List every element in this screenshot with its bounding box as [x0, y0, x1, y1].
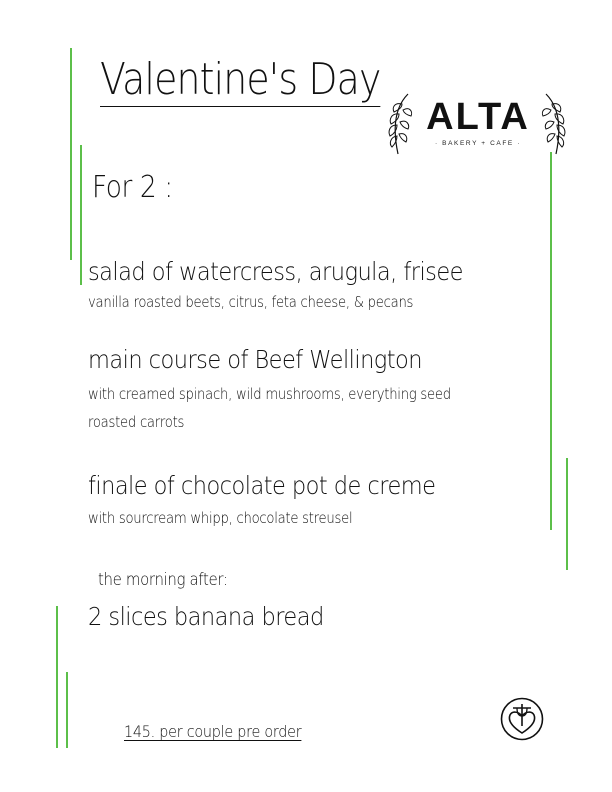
- course-title-finale: finale of chocolate pot de creme: [88, 471, 436, 500]
- course-desc-main-line1: with creamed spinach, wild mushrooms, everything seed: [88, 385, 451, 403]
- course-title-main: main course of Beef Wellington: [88, 345, 423, 374]
- morning-after-item: 2 slices banana bread: [88, 602, 324, 631]
- accent-line-left-2: [80, 145, 82, 285]
- morning-after-label: the morning after:: [98, 570, 228, 590]
- heart-emblem-icon: [499, 696, 545, 742]
- course-desc-main-line2: roasted carrots: [88, 413, 185, 431]
- laurel-leaf-icon: [388, 92, 414, 156]
- course-title-salad: salad of watercress, arugula, frisee: [88, 257, 463, 286]
- course-desc-finale: with sourcream whipp, chocolate streusel: [88, 509, 353, 527]
- logo-wordmark: ALTA: [426, 96, 530, 138]
- alta-logo: [388, 92, 566, 156]
- accent-line-left-1: [70, 48, 72, 260]
- price-note: 145. per couple pre order: [124, 722, 302, 741]
- page-title: Valentine's Day: [100, 54, 381, 105]
- accent-line-right-2: [566, 458, 568, 570]
- laurel-leaf-icon: [540, 92, 566, 156]
- accent-line-bottom-left-1: [56, 606, 58, 748]
- accent-line-right-1: [550, 152, 552, 530]
- course-desc-salad: vanilla roasted beets, citrus, feta cheese, & pecans: [88, 293, 414, 311]
- logo-tagline: · BAKERY + CAFE ·: [434, 140, 522, 147]
- accent-line-bottom-left-2: [66, 672, 68, 748]
- serves-label: For 2 :: [92, 170, 173, 205]
